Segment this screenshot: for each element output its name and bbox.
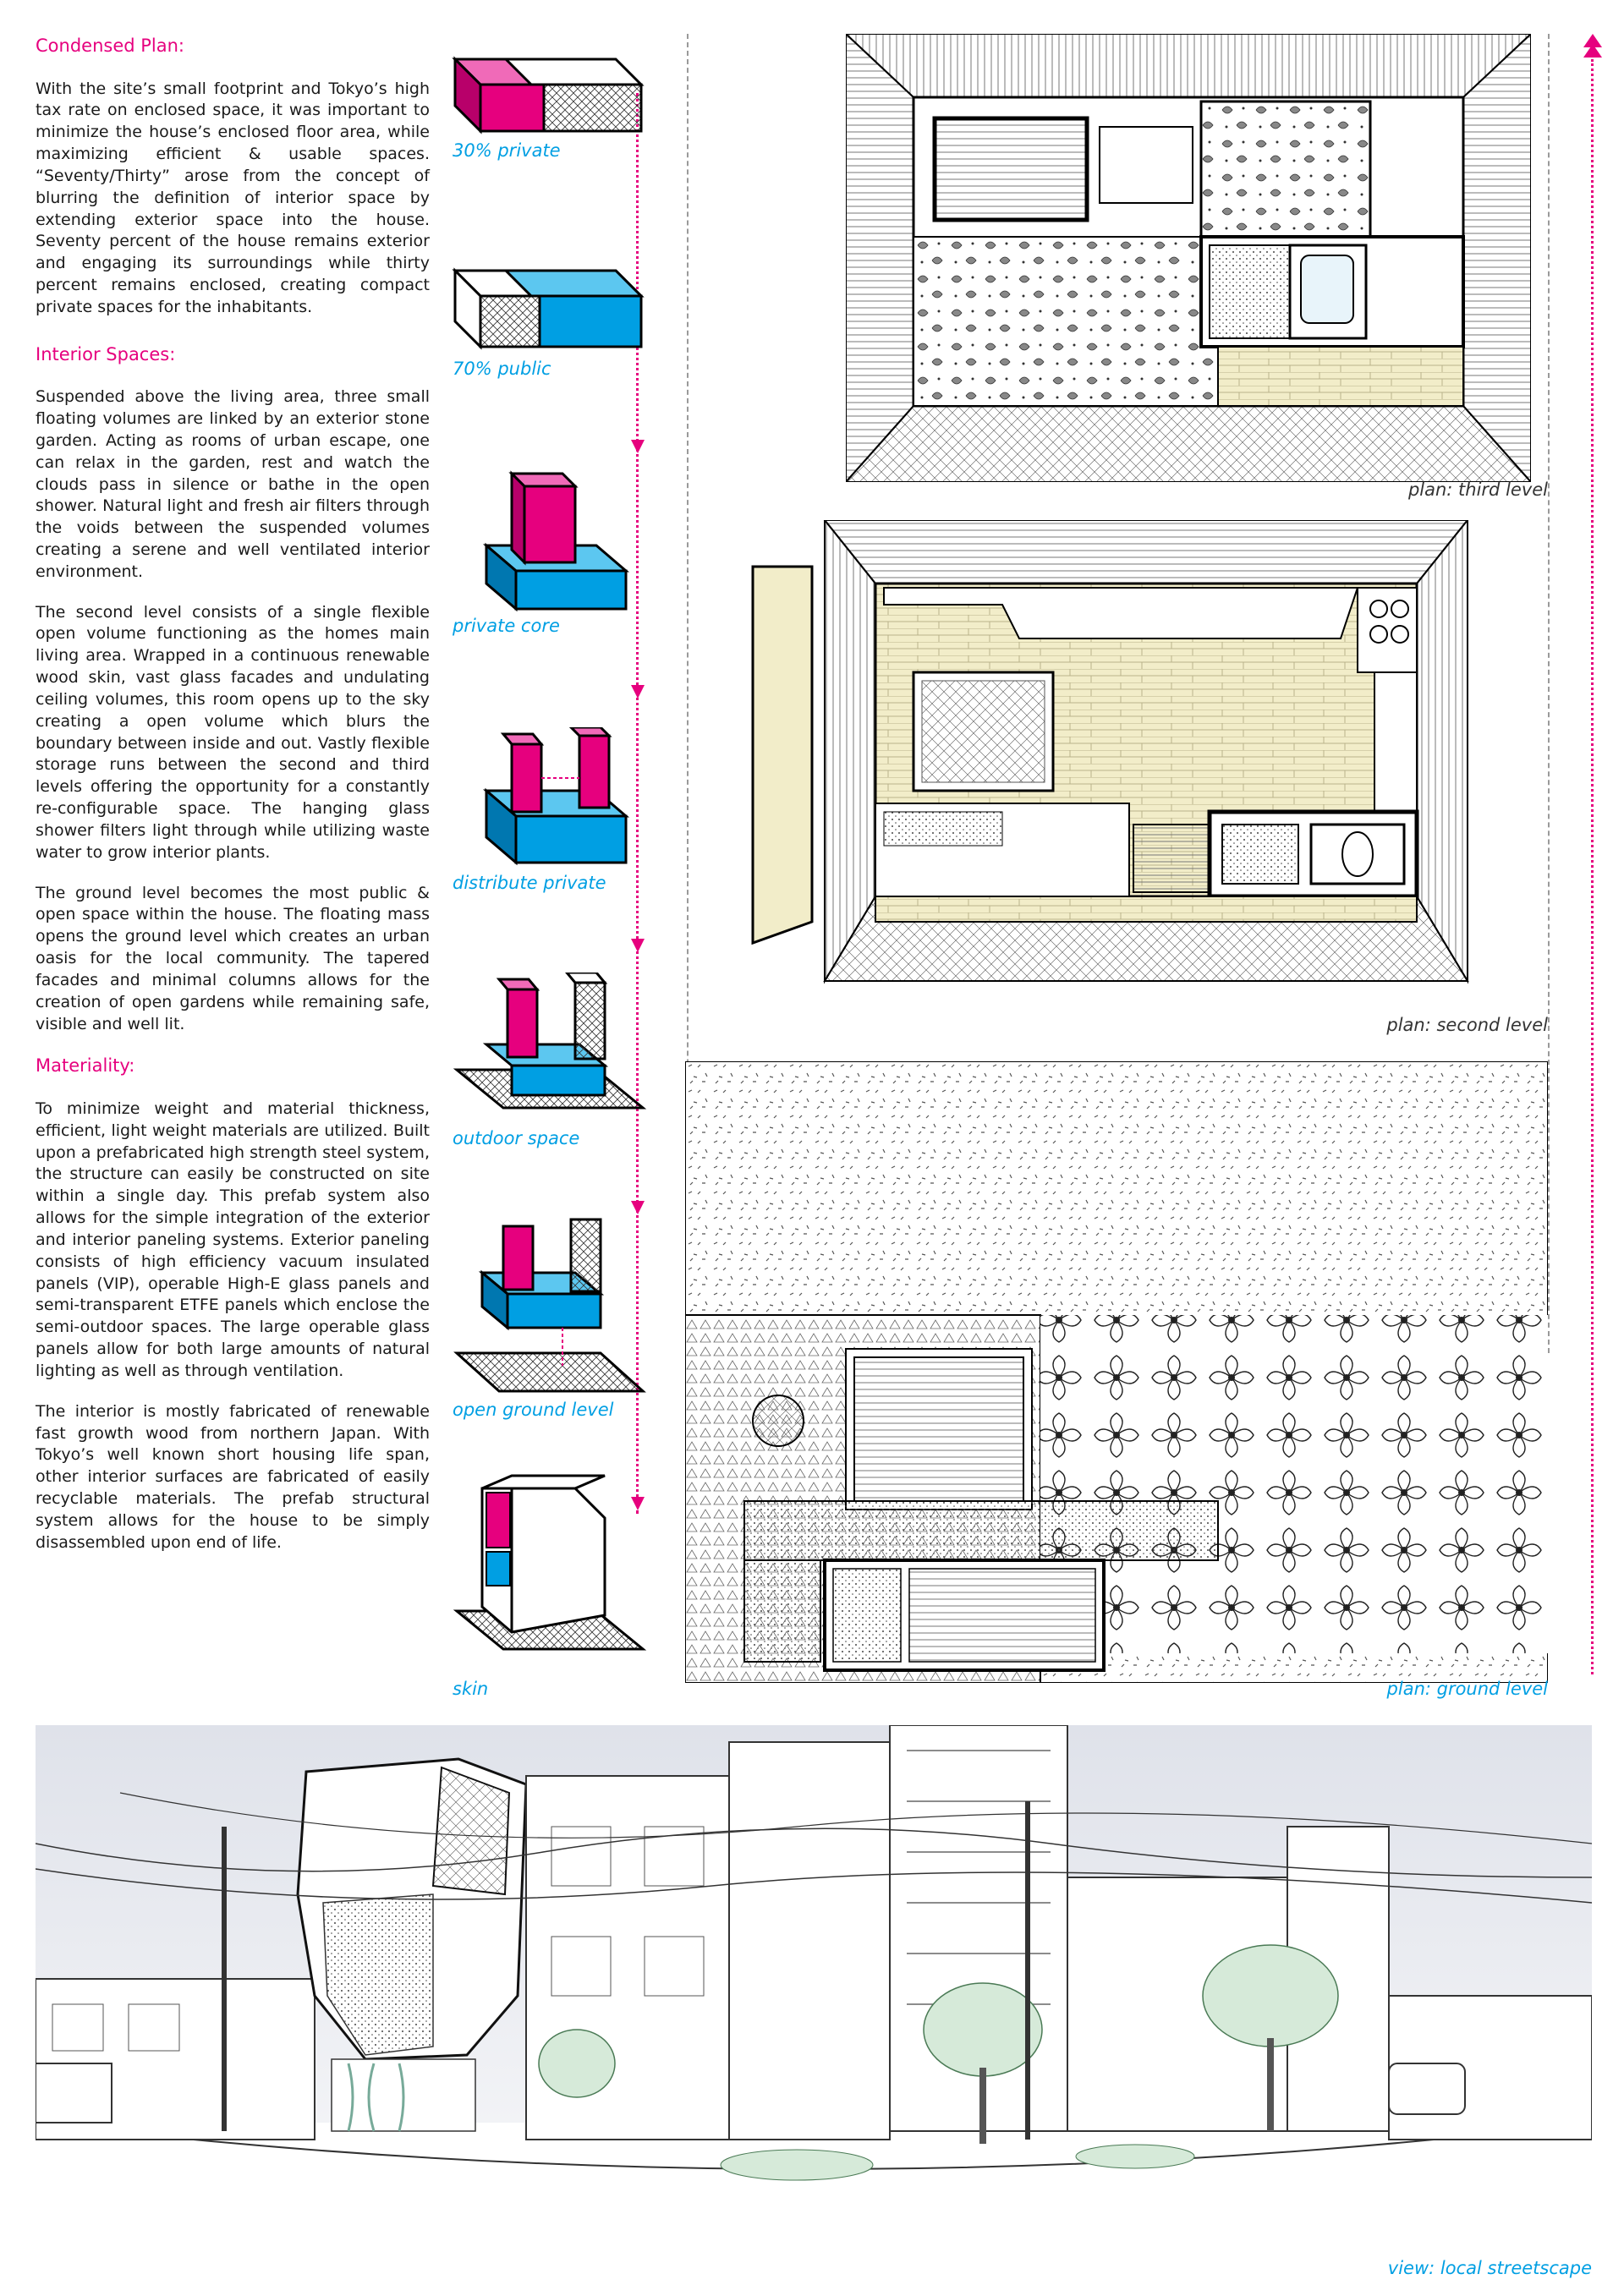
paragraph-interior-2: The second level consists of a single flexible open volume functioning as the homes main living area. Wrapped in a continuous renewable wood skin, vast glass facades and undulating ceiling volumes, this room opens up to the sky creating a open volume which blurs the boundary between inside and out. Vastly flexible storage runs between the second and third levels offering the opportunity for a constantly re-configurable space. The hanging glass shower filters light through while utilizing waste water to grow interior plants. (36, 602, 430, 862)
diagram-private-core (478, 469, 647, 613)
section-heading-interior-spaces: Interior Spaces: (36, 343, 176, 364)
plan-label-second-level: plan: second level (1386, 1015, 1548, 1035)
column-divider-right (1548, 34, 1550, 1353)
diagram-label-private-core: private core (453, 616, 560, 636)
description-text-column (36, 34, 430, 1573)
diagram-label-30-private: 30% private (453, 140, 561, 161)
plan-second-level-drawing (749, 520, 1531, 1011)
diagram-distribute-private (478, 727, 647, 871)
section-heading-condensed-plan: Condensed Plan: (36, 36, 184, 56)
diagram-30-private (447, 34, 650, 144)
paragraph-materiality-2: The interior is mostly fabricated of renewable fast growth wood from northern Japan. With Tokyo’s well known short housing life span, other interior surfaces are fabricated of easily recyclable materials. The prefab structural system allows for the house to be simply disassembled upon end of life. (36, 1401, 430, 1552)
view-label-local-streetscape: view: local streetscape (1387, 2258, 1592, 2278)
plan-label-third-level: plan: third level (1407, 479, 1548, 500)
plan-ground-level-drawing (685, 1061, 1548, 1683)
arrow-up-icon (1582, 32, 1604, 66)
diagram-label-outdoor-space: outdoor space (453, 1128, 580, 1148)
paragraph-interior-3: The ground level becomes the most public & open space within the house. The floating mass opens the ground level which creates an urban oasis for the local community. The tapered facades and minimal columns allows for the creation of open gardens while remaining safe, visible and well lit. (36, 883, 430, 1033)
streetscape-view-drawing (36, 1725, 1592, 2249)
diagram-outdoor-space (448, 973, 651, 1121)
paragraph-materiality-1: To minimize weight and material thickness, efficient, light weight materials are utilized. Built upon a prefabricated high strength steel system, the structure can easily be constructed on site within a single day. This prefab system also allows for the simple integration of the exterior and interior paneling systems. Exterior paneling consists of high efficiency vacuum insulated panels (VIP), operable High-E glass panels and semi-transparent ETFE panels which enclose the semi-outdoor spaces. The large operable glass panels allow for both large amounts of natural lighting as well as through ventilation. (36, 1099, 430, 1380)
diagram-label-70-public: 70% public (453, 359, 551, 379)
plan-third-level-drawing (846, 34, 1531, 482)
diagram-label-open-ground-level: open ground level (453, 1400, 614, 1420)
paragraph-condensed-plan: With the site’s small footprint and Tokyo’s high tax rate on enclosed space, it was important to minimize the house’s enclosed floor area, while maximizing efficient & usable spaces. “Seventy/Thirty” arose from the concept of blurring the definition of interior space by extending exterior space into the house. Seventy percent of the house remains exterior and engaging its surroundings while thirty percent remains enclosed, creating compact private spaces for the inhabitants. (36, 79, 430, 316)
diagram-70-public (447, 254, 650, 364)
paragraph-interior-1: Suspended above the living area, three small floating volumes are linked by an exterior stone garden. Acting as rooms of urban escape, one can relax in the garden, rest and watch the clouds pass in silence or bathe in the open shower. Natural light and fresh air filters through the voids between the suspended volumes creating a serene and well ventilated interior environment. (36, 387, 430, 581)
section-vertical-arrow (1591, 59, 1594, 1674)
diagram-open-ground-level (448, 1209, 651, 1404)
diagram-skin (448, 1471, 651, 1666)
section-heading-materiality: Materiality: (36, 1055, 135, 1077)
diagram-label-distribute-private: distribute private (453, 873, 606, 893)
plan-label-ground-level: plan: ground level (1386, 1679, 1548, 1699)
diagram-label-skin: skin (453, 1679, 489, 1699)
